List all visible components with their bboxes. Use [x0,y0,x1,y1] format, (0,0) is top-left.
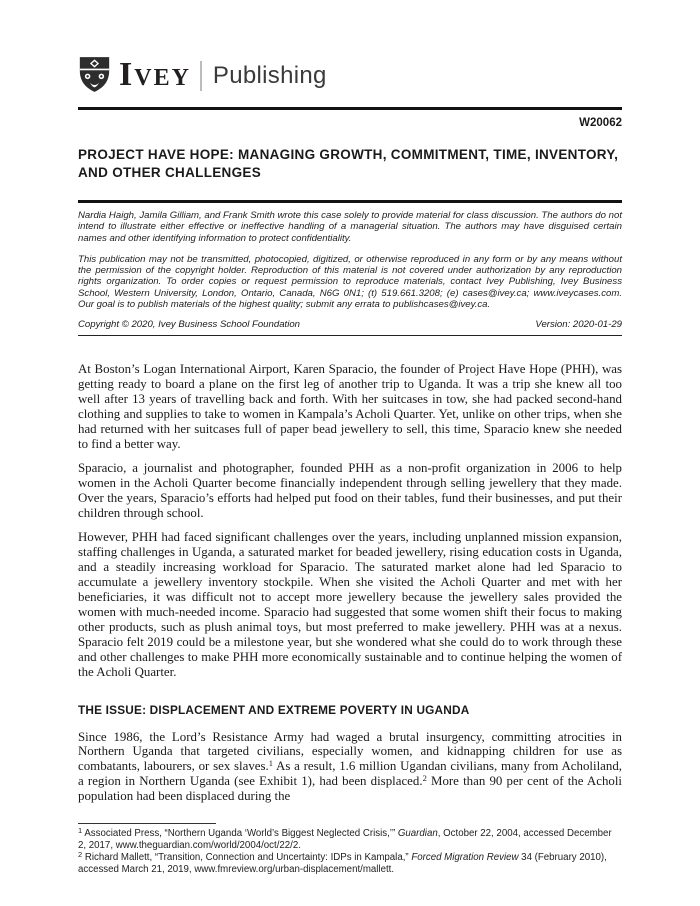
header-rule-top [78,107,622,110]
logo-divider [200,61,202,91]
footnote-1-text-cont: , October 22, 2004, accessed December 2, 2017, www.theguardian.com/world/2004/oct/22/2. [78,828,612,852]
footnote-1-text: Associated Press, “Northern Uganda ‘World’s Biggest Neglected Crisis,’” [82,828,398,840]
publishing-wordmark: Publishing [212,61,327,89]
authors-disclaimer: Nardia Haigh, Jamila Gilliam, and Frank Smith wrote this case solely to provide material for class discussion. The authors do not intend to illustrate either effective or ineffective handling of a managerial situation. The authors may have disguised certain names and other identifying information to protect confidentiality. [78,210,622,244]
ivey-publishing-logo [78,0,622,93]
footnote-reference-2: 2 [422,773,427,784]
footnote-1-number: 1 [78,826,83,836]
version-text: Version: 2020-01-29 [535,319,622,331]
header-rule-bottom [78,200,622,203]
paragraph-4-segment-2: As a result, 1.6 million Ugandan civilians, many from Acholiland, a region in Northern Uganda (see Exhibit 1), had been displaced. [78,759,622,789]
footnote-1 [78,828,622,852]
copyright-text: Copyright © 2020, Ivey Business School Foundation [78,319,300,331]
permissions-disclaimer: This publication may not be transmitted, photocopied, digitized, or otherwise reproduced in any form or by any means without the permission of the copyright holder. Reproduction of this material is not covered under authorization by any reproduction rights organization. To order copies or request permission to reproduce materials, contact Ivey Publishing, Ivey Business School, Western University, London, Ontario, Canada, N6G 0N1; (t) 519.661.3208; (e) cases@ivey.ca; www.iveycases.com. Our goal is to publish materials of the highest quality; submit any errata to publishcases@ivey.ca. [78,253,622,311]
paragraph-4-segment-1: Since 1986, the Lord’s Resistance Army had waged a brutal insurgency, committing atrocities in Northern Uganda that targeted civilians, especially women, and kidnapping children for use as combatants, labourers, or sex slaves. [78,729,622,774]
body-paragraph-2: Sparacio, a journalist and photographer, founded PHH as a non-profit organization in 2006 to help women in the Acholi Quarter become financially independent through selling jewellery that they made. Over the years, Sparacio’s efforts had helped put food on their tables, fund their businesses, and put their children through school. [78,461,622,521]
copyright-row [78,319,622,336]
body-paragraph-1: At Boston’s Logan International Airport, Karen Sparacio, the founder of Project Have Hope (PHH), was getting ready to board a plane on the first leg of another trip to Uganda. It was a trip she knew all too well after 13 years of travelling back and forth. With her suitcases in tow, she had packed second-hand clothing and supplies to take to women in Kampala’s Acholi Quarter. Yet, unlike on other trips, when she had returned with her suitcases full of paper bead jewellery to sell, this time, Sparacio knew she needed to find a better way. [78,362,622,451]
case-title: PROJECT HAVE HOPE: MANAGING GROWTH, COMMITMENT, TIME, INVENTORY, AND OTHER CHALLENGES [78,147,619,180]
body-paragraph-4 [78,730,622,805]
ivey-brand-wordmark: Ivey [119,55,191,93]
body-paragraph-3: However, PHH had faced significant challenges over the years, including unplanned mission expansion, staffing challenges in Uganda, a saturated market for beaded jewellery, rising education costs in Uganda, and a steadily increasing workload for Sparacio. The saturated market alone had led Sparacio to accumulate a jewellery inventory stockpile. When she visited the Acholi Quarter and met with her beneficiaries, it was difficult not to accept more jewellery because the jewellery sales provided the women with much-needed income. Sparacio had suggested that some women shift their focus to making other products, such as plush animal toys, but most preferred to make jewellery. PHH was at a nexus. Sparacio felt 2019 could be a milestone year, but she wondered what she could do to work through these and other challenges to make PHH more economically sustainable and to continue helping the women of the Acholi Quarter. [78,530,622,679]
paragraph-4-segment-3: More than 90 per cent of the Acholi population had been displaced during the [78,774,622,804]
case-number: W20062 [579,117,622,129]
ivey-crest-shield-icon [78,56,111,93]
footnote-reference-1: 1 [268,758,274,769]
footnote-2-text: Richard Mallett, “Transition, Connection and Uncertainty: IDPs in Kampala,” [82,852,412,864]
section-heading-the-issue: THE ISSUE: DISPLACEMENT AND EXTREME POVERTY IN UGANDA [78,702,470,717]
footnote-2-number: 2 [78,850,83,860]
footnote-2-source-title: Forced Migration Review [411,852,519,864]
footnote-separator-rule [78,823,216,824]
footnote-2 [78,852,622,876]
footnotes-block [78,828,622,876]
footnote-2-text-cont: 34 (February 2010), accessed March 21, 2019, www.fmreview.org/urban-displacement/mallett. [78,852,607,876]
footnote-1-source-title: Guardian [397,828,438,840]
